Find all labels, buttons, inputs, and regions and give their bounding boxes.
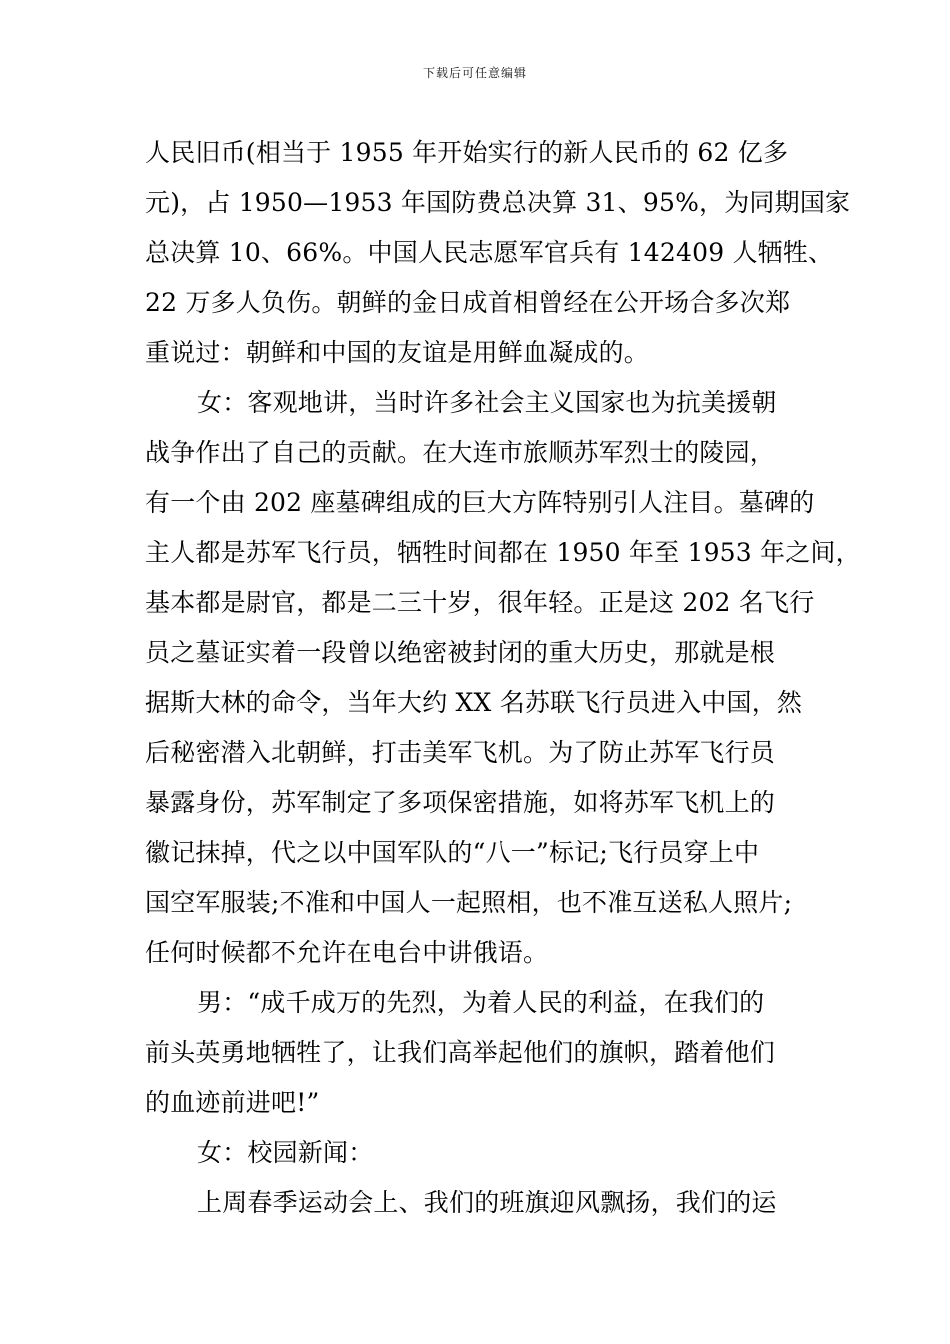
text-line: 人民旧币(相当于 1955 年开始实行的新人民币的 62 亿多 — [145, 138, 789, 167]
text-line: 战争作出了自己的贡献。在大连市旅顺苏军烈士的陵园， — [145, 438, 776, 467]
text-line: 有一个由 202 座墓碑组成的巨大方阵特别引人注目。墓碑的 — [145, 488, 815, 517]
text-line: 女：校园新闻： — [197, 1138, 374, 1167]
text-line: 任何时候都不允许在电台中讲俄语。 — [145, 938, 549, 967]
text-line: 主人都是苏军飞行员，牺牲时间都在 1950 年至 1953 年之间， — [145, 538, 861, 567]
text-line: 的血迹前进吧!” — [145, 1088, 320, 1117]
text-line: 后秘密潜入北朝鲜，打击美军飞机。为了防止苏军飞行员 — [145, 738, 776, 767]
text-line: 据斯大林的命令，当年大约 XX 名苏联飞行员进入中国，然 — [145, 688, 803, 717]
text-line: 总决算 10、66%。中国人民志愿军官兵有 142409 人牺牲、 — [145, 238, 834, 267]
document-body — [145, 128, 861, 1228]
text-line: 暴露身份，苏军制定了多项保密措施，如将苏军飞机上的 — [145, 788, 776, 817]
text-line: 基本都是尉官，都是二三十岁，很年轻。正是这 202 名飞行 — [145, 588, 815, 617]
text-line: 男：“成千成万的先烈，为着人民的利益，在我们的 — [197, 988, 765, 1017]
text-line: 前头英勇地牺牲了，让我们高举起他们的旗帜，踏着他们 — [145, 1038, 776, 1067]
text-line: 上周春季运动会上、我们的班旗迎风飘扬，我们的运 — [197, 1188, 777, 1217]
text-line: 徽记抹掉，代之以中国军队的“八一”标记;飞行员穿上中 — [145, 838, 760, 867]
text-line: 元)，占 1950—1953 年国防费总决算 31、95%，为同期国家 — [145, 188, 851, 217]
text-line: 重说过：朝鲜和中国的友谊是用鲜血凝成的。 — [145, 338, 650, 367]
text-line: 22 万多人负伤。朝鲜的金日成首相曾经在公开场合多次郑 — [145, 288, 791, 317]
text-line: 女：客观地讲，当时许多社会主义国家也为抗美援朝 — [197, 388, 777, 417]
page-header: 下载后可任意编辑 — [422, 66, 527, 80]
text-line: 员之墓证实着一段曾以绝密被封闭的重大历史，那就是根 — [145, 638, 776, 667]
text-line: 国空军服装;不准和中国人一起照相，也不准互送私人照片; — [145, 888, 793, 917]
